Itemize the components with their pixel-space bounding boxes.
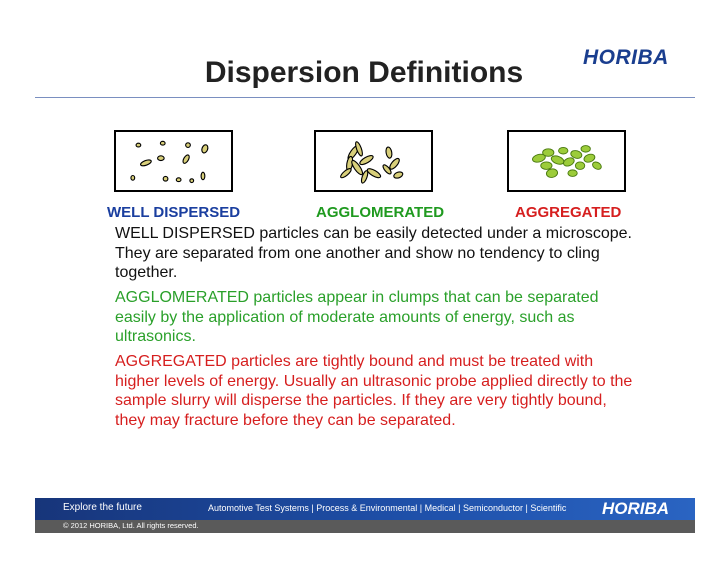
particle [201,144,209,154]
particle [201,172,205,179]
particle [136,143,141,147]
agglomerated-particles [316,132,431,190]
particle [393,171,404,179]
particle [339,167,352,179]
paragraph-agglomerated: AGGLOMERATED particles appear in clumps that can be separated easily by the application of moderate amounts of energy, such as ultrasonics. [115,289,599,345]
paragraph-well-dispersed: WELL DISPERSED particles can be easily detected under a microscope. They are separated from one another and show no tendency to cling together. [115,225,632,281]
footer-tagline: Explore the future [63,502,142,513]
slide-title-text: Dispersion Definitions [204,56,524,89]
paragraph-aggregated: AGGREGATED particles are tightly bound and must be treated with higher levels of energy. Usually an ultrasonic probe applied directly to the sample slurry will disperse the particles. If they are very tightly bound, they may fracture before they can be separated. [115,353,633,429]
aggregated-label: AGGREGATED [515,204,622,221]
particle [559,147,568,154]
agglomerated-illustration [314,130,433,192]
particle [140,159,152,167]
particle [543,149,554,156]
particle [591,161,602,171]
well-dispersed-particles [116,132,231,190]
particle [182,154,191,164]
particle [186,143,191,148]
horiba-logo: HORIBA [583,46,669,69]
particle [581,146,590,153]
particle [190,179,194,183]
footer-bar [35,498,695,520]
particle [568,170,577,177]
particle [131,176,135,181]
particle [158,156,165,161]
well-dispersed-label: WELL DISPERSED [107,204,241,221]
particle [550,154,565,166]
particle [575,162,584,169]
particle [163,176,168,181]
agglomerated-label: AGGLOMERATED [316,204,445,221]
particle [385,147,392,159]
footer-division-links: Automotive Test Systems | Process & Environmental | Medical | Semiconductor | Scientific [208,503,567,513]
aggregated-particles [509,132,624,190]
slide-title [0,56,728,90]
particle [176,178,181,182]
particle [160,141,165,145]
well-dispersed-illustration [114,130,233,192]
aggregated-illustration [507,130,626,192]
title-divider [35,97,695,98]
copyright-text: © 2012 HORIBA, Ltd. All rights reserved. [63,521,199,530]
particle [541,162,552,169]
copyright-bar [35,520,695,533]
footer-horiba-logo: HORIBA [602,499,670,518]
particle [562,156,575,168]
